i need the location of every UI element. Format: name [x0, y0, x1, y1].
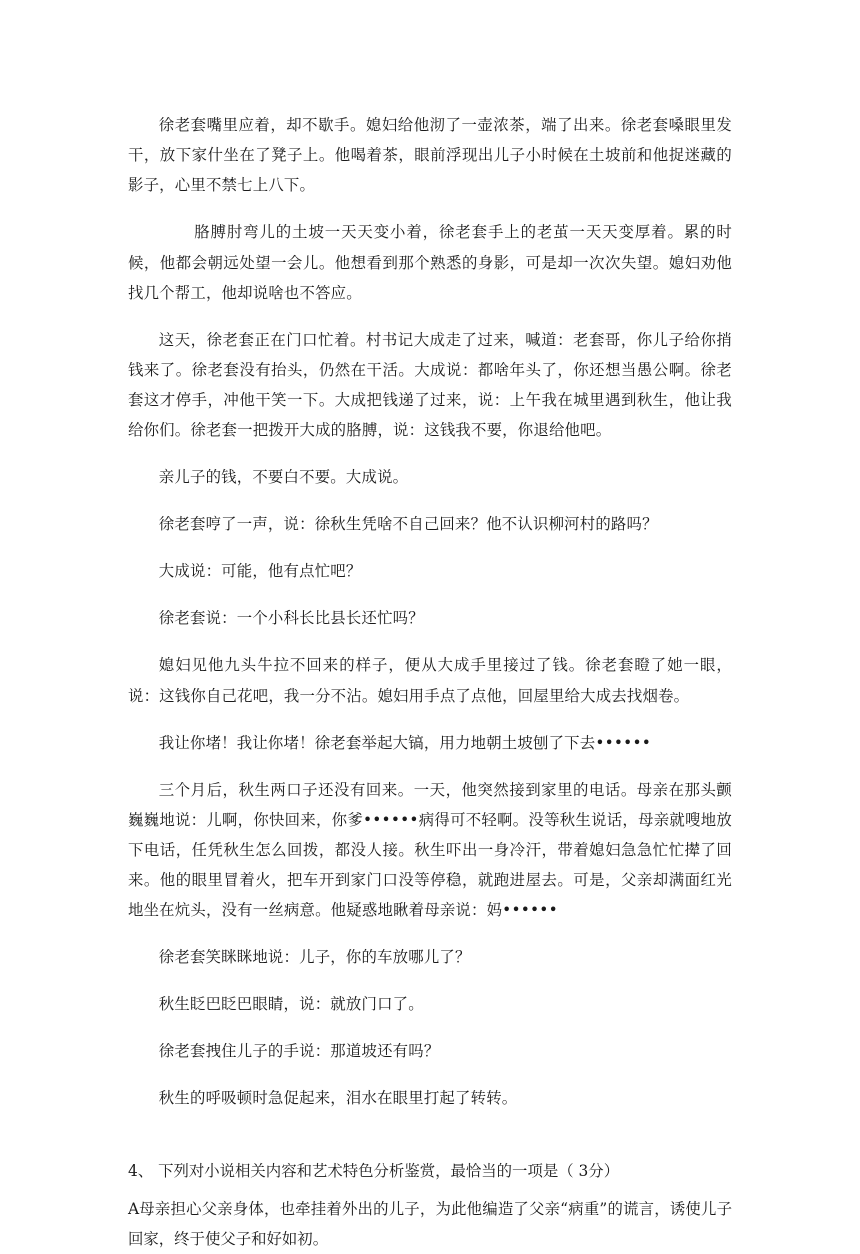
story-paragraph: 徐老套说：一个小科长比县长还忙吗？: [158, 609, 424, 628]
story-paragraph: 这天，徐老套正在门口忙着。村书记大成走了过来，喊道：老套哥，你儿子给你捎钱来了。徐老套没有抬头，仍然在干活。大成说：都啥年头了，你还想当愚公啊。徐老套这才停手，冲他干笑一下。大成把钱递了过来，说：上午我在城里遇到秋生，他让我给你们。徐老套一把拨开大成的胳膊，说：这钱我不要，你退给他吧。: [128, 330, 732, 440]
story-paragraph: 我让你堵！我让你堵！徐老套举起大镐，用力地朝土坡刨了下去••••••: [158, 733, 652, 752]
story-paragraph: 大成说：可能，他有点忙吧？: [158, 562, 362, 581]
story-paragraph: 亲儿子的钱，不要白不要。大成说。: [158, 468, 409, 487]
story-paragraph: 媳妇见他九头牛拉不回来的样子，便从大成手里接过了钱。徐老套瞪了她一眼，说：这钱你自己花吧，我一分不沾。媳妇用手点了点他，回屋里给大成去找烟卷。: [128, 656, 732, 705]
story-paragraph: 徐老套嘴里应着，却不歇手。媳妇给他沏了一壶浓茶，端了出来。徐老套嗓眼里发干，放下家什坐在了凳子上。他喝着茶，眼前浮现出儿子小时候在土坡前和他捉迷藏的影子，心里不禁七上八下。: [128, 116, 732, 195]
story-text: [128, 110, 732, 1114]
story-paragraph: 秋生的呼吸顿时急促起来，泪水在眼里打起了转转。: [158, 1089, 518, 1108]
story-paragraph: 三个月后，秋生两口子还没有回来。一天，他突然接到家里的电话。母亲在那头颤巍巍地说：儿啊，你快回来，你爹••••••病得可不轻啊。没等秋生说话，母亲就嗖地放下电话，任凭秋生怎么回拨，都没人接。秋生吓出一身冷汗，带着媳妇急急忙忙撵了回来。他的眼里冒着火，把车开到家门口没等停稳，就跑进屋去。可是，父亲却满面红光地坐在炕头，没有一丝病意。他疑惑地瞅着母亲说：妈••••••: [128, 780, 732, 920]
story-paragraph: 徐老套拽住儿子的手说：那道坡还有吗？: [158, 1042, 440, 1061]
story-paragraph: 徐老套哼了一声，说：徐秋生凭啥不自己回来？他不认识柳河村的路吗？: [158, 515, 658, 534]
story-paragraph: 秋生眨巴眨巴眼睛，说：就放门口了。: [158, 995, 424, 1014]
option-a: A母亲担心父亲身体，也牵挂着外出的儿子，为此他编造了父亲“病重”的谎言，诱使儿子回家，终于使父子和好如初。: [128, 1199, 732, 1249]
story-paragraph: 徐老套笑眯眯地说：儿子，你的车放哪儿了？: [158, 948, 471, 967]
question-stem: 4、 下列对小说相关内容和艺术特色分析鉴赏，最恰当的一项是（ 3分）: [128, 1161, 620, 1180]
story-paragraph: 胳膊肘弯儿的土坡一天天变小着，徐老套手上的老茧一天天变厚着。累的时候，他都会朝远处望一会儿。他想看到那个熟悉的身影，可是却一次次失望。媳妇劝他找几个帮工，他却说啥也不答应。: [128, 223, 732, 302]
